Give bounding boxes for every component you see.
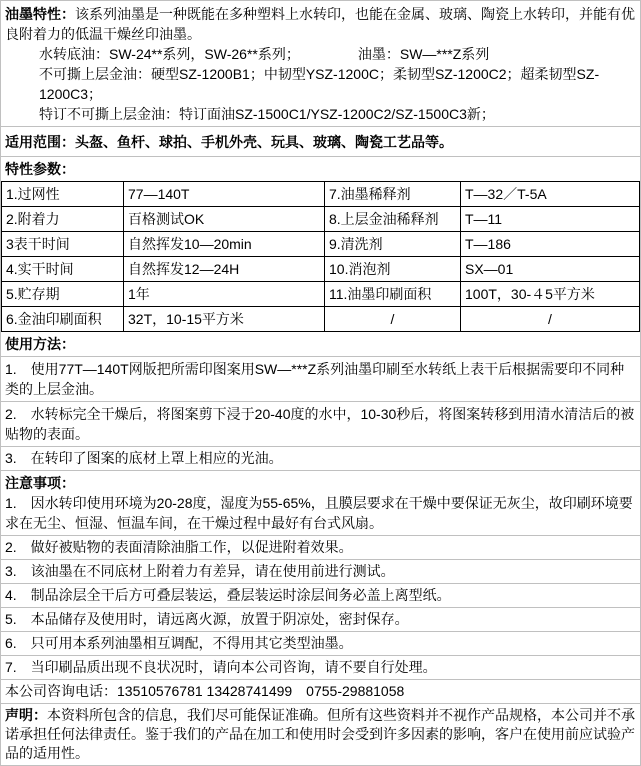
- param-row: [2, 282, 640, 307]
- usage-step: 1. 使用77T—140T网版把所需印图案用SW—***Z系列油墨印刷至水转纸上表干后根据需要印不同种类的上层金油。: [1, 357, 640, 402]
- base-oil-line: [5, 44, 636, 64]
- param-value: 百格测试OK: [124, 207, 325, 232]
- notice-item: 1. 因水转印使用环境为20-28度，湿度为55-65%，且膜层要求在干燥中要保证无灰尘，故印刷环境要求在无尘、恒湿、恒温车间，在干燥过程中最好有台式风扇。: [5, 495, 633, 531]
- notice-item: 4. 制品涂层全干后方可叠层装运，叠层装运时涂层间务必盖上离型纸。: [1, 584, 640, 608]
- ink-properties-section: [1, 1, 640, 127]
- notice-item: 2. 做好被贴物的表面清除油脂工作，以促进附着效果。: [1, 536, 640, 560]
- contact-line: 本公司咨询电话：13510576781 13428741499 0755-29881058: [1, 680, 640, 704]
- param-row: [2, 182, 640, 207]
- ink-properties-title: 油墨特性：: [5, 6, 75, 22]
- param-label: 11.油墨印刷面积: [325, 282, 461, 307]
- notice-item: 3. 该油墨在不同底材上附着力有差异，请在使用前进行测试。: [1, 560, 640, 584]
- usage-title: 使用方法：: [1, 332, 640, 357]
- parameters-table: [1, 181, 640, 332]
- base-oil-series: 水转底油：SW-24**系列，SW-26**系列；: [39, 46, 300, 62]
- notices-section: [1, 471, 640, 536]
- param-label: 8.上层金油稀释剂: [325, 207, 461, 232]
- ink-series: 油墨：SW—***Z系列: [357, 46, 490, 62]
- param-row: [2, 307, 640, 332]
- disclaimer: [1, 704, 640, 765]
- param-label: 3表干时间: [2, 232, 124, 257]
- param-label: 10.消泡剂: [325, 257, 461, 282]
- disclaimer-text: 本资料所包含的信息，我们尽可能保证准确。但所有这些资料并不视作产品规格，本公司并不承诺承担任何法律责任。鉴于我们的产品在加工和使用时会受到许多因素的影响，客户在使用前应试验产品的适用性。: [5, 707, 635, 761]
- param-label: 5.贮存期: [2, 282, 124, 307]
- param-label: 2.附着力: [2, 207, 124, 232]
- param-value: T—186: [461, 232, 640, 257]
- parameters-section: [1, 157, 640, 332]
- param-label: 7.油墨稀释剂: [325, 182, 461, 207]
- notice-item: 7. 当印刷品质出现不良状况时，请向本公司咨询，请不要自行处理。: [1, 656, 640, 680]
- parameters-title: 特性参数：: [5, 161, 75, 177]
- param-row: [2, 257, 640, 282]
- notices-title: 注意事项：: [5, 475, 75, 491]
- usage-step: 2. 水转标完全干燥后，将图案剪下浸于20-40度的水中，10-30秒后，将图案转移到用清水清洁后的被贴物的表面。: [1, 402, 640, 447]
- param-value: T—32／T-5A: [461, 182, 640, 207]
- param-value: T—11: [461, 207, 640, 232]
- ink-properties-description: 该系列油墨是一种既能在多种塑料上水转印，也能在金属、玻璃、陶瓷上水转印，并能有优良附着力的低温干燥丝印油墨。: [5, 6, 635, 42]
- usage-step: 3. 在转印了图案的底材上罩上相应的光油。: [1, 447, 640, 471]
- param-label: 6.金油印刷面积: [2, 307, 124, 332]
- param-row: [2, 232, 640, 257]
- notice-item: 6. 只可用本系列油墨相互调配，不得用其它类型油墨。: [1, 632, 640, 656]
- param-value: 32T，10-15平方米: [124, 307, 325, 332]
- param-row: [2, 207, 640, 232]
- param-value: 自然挥发12—24H: [124, 257, 325, 282]
- param-value: SX—01: [461, 257, 640, 282]
- param-label: /: [325, 307, 461, 332]
- disclaimer-title: 声明：: [5, 707, 47, 723]
- param-value: 77—140T: [124, 182, 325, 207]
- param-value: 100T，30-４5平方米: [461, 282, 640, 307]
- param-label: 9.清洗剂: [325, 232, 461, 257]
- special-coat-line: 特订不可撕上层金油：特订面油SZ-1500C1/YSZ-1200C2/SZ-1500C3新；: [39, 106, 495, 122]
- top-coat-line: 不可撕上层金油：硬型SZ-1200B1；中韧型YSZ-1200C；柔韧型SZ-1200C2；超柔韧型SZ-1200C3；: [39, 66, 600, 102]
- notice-item: 5. 本品储存及使用时，请远离火源，放置于阴凉处，密封保存。: [1, 608, 640, 632]
- param-value: 1年: [124, 282, 325, 307]
- application-scope: 适用范围：头盔、鱼杆、球拍、手机外壳、玩具、玻璃、陶瓷工艺品等。: [1, 127, 640, 157]
- param-value: 自然挥发10—20min: [124, 232, 325, 257]
- ink-properties-paragraph: [5, 4, 636, 44]
- param-label: 4.实干时间: [2, 257, 124, 282]
- param-label: 1.过网性: [2, 182, 124, 207]
- param-value: /: [461, 307, 640, 332]
